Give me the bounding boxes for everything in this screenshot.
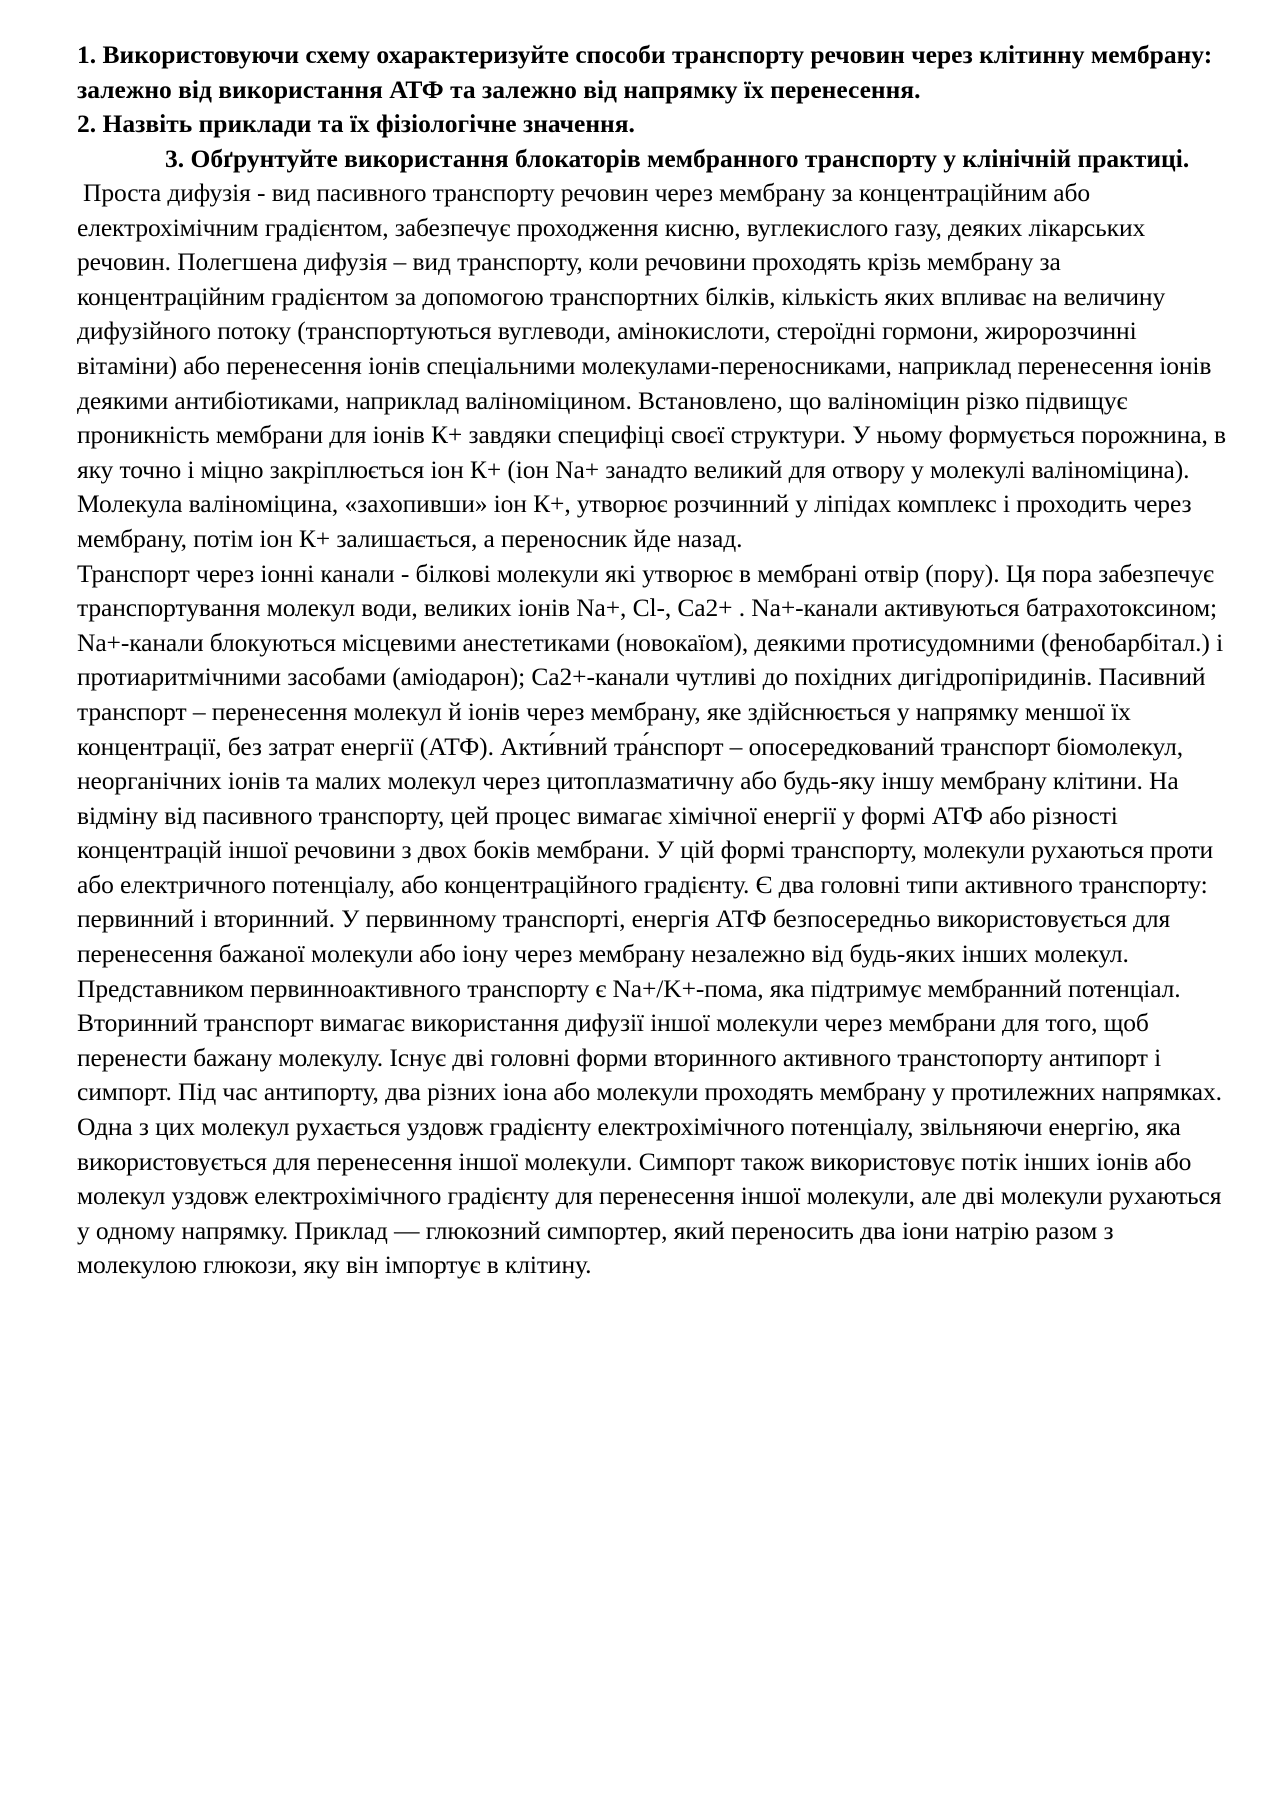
question-3: 3. Обґрунтуйте використання блокаторів мембранного транспорту у клінічній практиці. [165,143,1190,173]
questions-block [77,38,1227,176]
paragraph-diffusion: Проста дифузія - вид пасивного транспорту речовин через мембрану за концентраційним або електрохімічним градієнтом, забезпечує проходження кисню, вуглекислого газу, деяких лікарських речовин. Полегшена дифузія – вид транспорту, коли речовини проходять крізь мембрану за концентраційним градієнтом за допомогою транспортних білків, кількість яких впливає на величину дифузійного потоку (транспортуються вуглеводи, амінокислоти, стероїдні гормони, жиророзчинні вітаміни) або перенесення іонів спеціальними молекулами-переносниками, наприклад перенесення іонів деякими антибіотиками, наприклад валіноміцином. Встановлено, що валіноміцин різко підвищує проникність мембрани для іонів К+ завдяки специфіці своєї структури. У ньому формується порожнина, в яку точно і міцно закріплюється іон К+ (іон Na+ занадто великий для отвору у молекулі валіноміцина). Молекула валіноміцина, «захопивши» іон К+, утворює розчинний у ліпідах комплекс і проходить через мембрану, потім іон К+ залишається, а переносник йде назад. [77,178,1226,553]
question-1: 1. Використовуючи схему охарактеризуйте способи транспорту речовин через клітинну мембрану: залежно від використання АТФ та залежно від напрямку їх перенесення. [77,40,1213,104]
question-2: 2. Назвіть приклади та їх фізіологічне значення. [77,109,635,138]
answer-text [77,176,1227,1283]
document-content [77,38,1227,1283]
paragraph-ion-channels: Транспорт через іонні канали - білкові молекули які утворює в мембрані отвір (пору). Ця пора забезпечує транспортування молекул води, великих іонів Na+, Cl-, Ca2+ . Na+-канали активуються батрахотоксином; Na+-канали блокуються місцевими анестетиками (новокаїом), деякими протисудомними (фенобарбітал.) і протиаритмічними засобами (аміодарон); Са2+-канали чутливі до похідних дигідропіридинів. Пасивний транспорт – перенесення молекул й іонів через мембрану, яке здійснюється у напрямку меншої їх концентрації, без затрат енергії (АТФ). Акти́вний тра́нспорт – опосередкований транспорт біомолекул, неорганічних іонів та малих молекул через цитоплазматичну або будь-яку іншу мембрану клітини. На відміну від пасивного транспорту, цей процес вимагає хімічної енергії у формі АТФ або різності концентрацій іншої речовини з двох боків мембрани. У цій формі транспорту, молекули рухаються проти або електричного потенціалу, або концентраційного градієнту. Є два головні типи активного транспорту: первинний і вторинний. У первинному транспорті, енергія АТФ безпосередньо використовується для перенесення бажаної молекули або іону через мембрану незалежно від будь-яких інших молекул. Представником первинноактивного транспорту є Na+/K+-помa, яка підтримує мембранний потенціал. Вторинний транспорт вимагає використання дифузії іншої молекули через мембрани для того, щоб перенести бажану молекулу. Існує дві головні форми вторинного активного транстопорту антипорт і симпорт. Під час антипорту, два різних іона або молекули проходять мембрану у протилежних напрямках. Одна з цих молекул рухається уздовж градієнту електрохімічного потенціалу, звільняючи енергію, яка використовується для перенесення іншої молекули. Симпорт також використовує потік інших іонів або молекул уздовж електрохімічного градієнту для перенесення іншої молекули, але дві молекули рухаються у одному напрямку. Приклад — глюкозний симпортер, який переносить два іони натрію разом з молекулою глюкози, яку він імпортує в клітину. [77,558,1224,1280]
